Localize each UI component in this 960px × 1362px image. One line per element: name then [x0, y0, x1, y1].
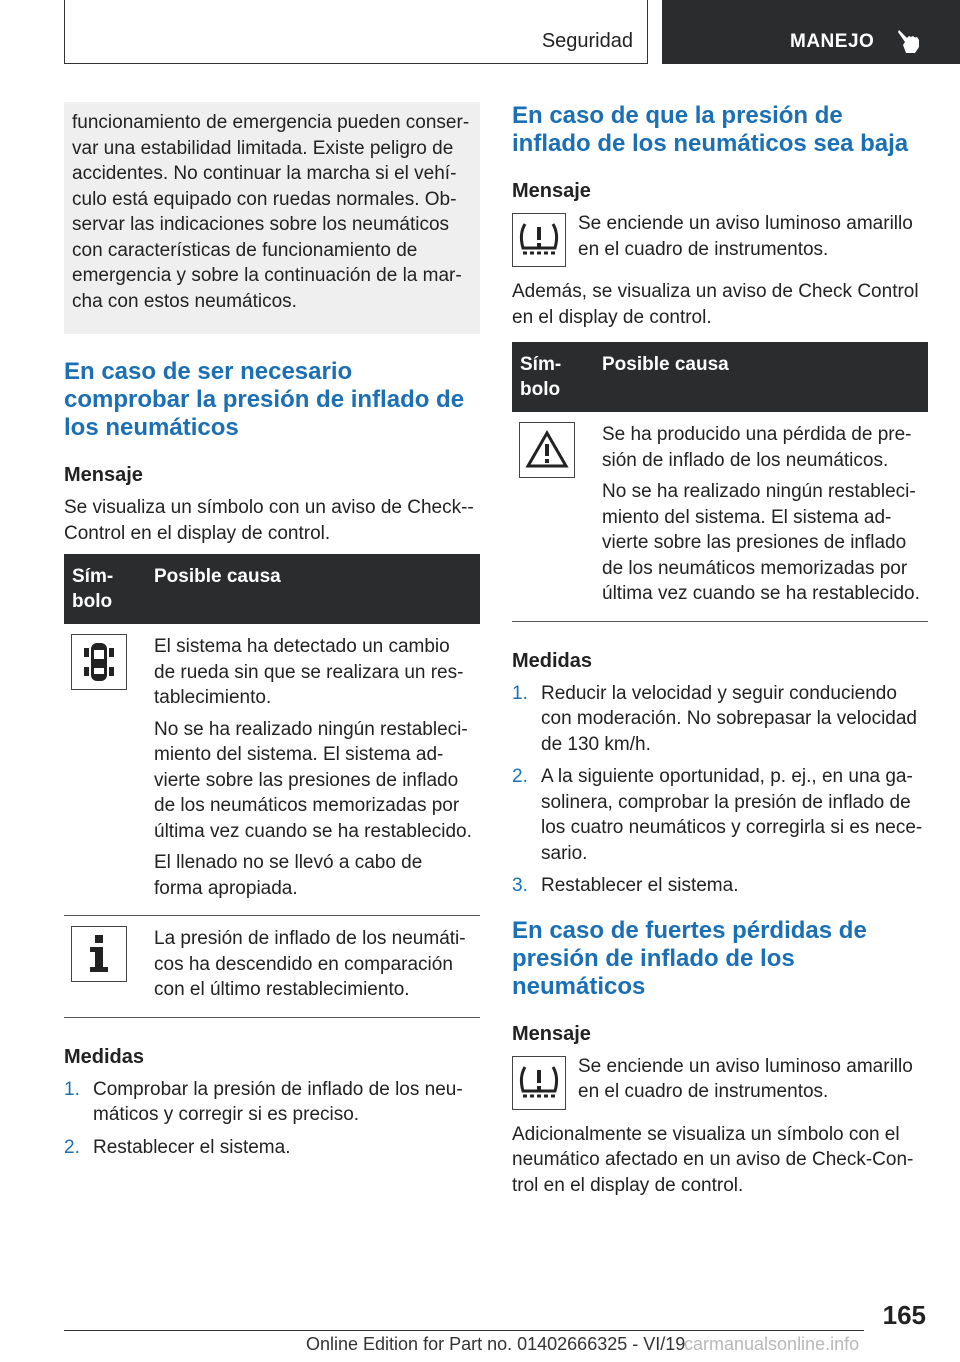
- header-chapter-box: [662, 0, 960, 64]
- steps-list: [64, 1077, 480, 1161]
- table-header-cause: Posible causa: [594, 342, 928, 412]
- paragraph: Además, se visualiza un aviso de Check Control en el display de control.: [512, 281, 919, 328]
- warning-note: funcionamiento de emergencia pueden conser-var una estabilidad limitada. Existe peligro de accidentes. No continuar la marcha si el vehí-culo está equipado con ruedas normales. Ob-servar las indicaciones sobre los neumáticos con características de funcionamiento de emergencia y sobre la continuación de la mar-cha con estos neumáticos.: [64, 102, 480, 334]
- tire-pressure-warning-icon: [512, 1056, 566, 1110]
- paragraph: Adicionalmente se visualiza un símbolo con el neumático afectado en un aviso de Check-Con-trol en el display de control.: [512, 1123, 914, 1196]
- header-section-box: [64, 0, 648, 64]
- table-row: [64, 916, 480, 1018]
- cause-text: El sistema ha detectado un cambio de rueda sin que se realizara un res-tablecimiento.: [154, 636, 464, 708]
- list-item: 2. Restablecer el sistema.: [64, 1136, 291, 1158]
- list-item: 1. Reducir la velocidad y seguir conduciendo con moderación. No sobrepasar la velocidad de 130 km/h.: [512, 682, 917, 755]
- message-text: Se enciende un aviso luminoso amarillo en el cuadro de instrumentos.: [578, 1055, 913, 1102]
- list-item: 2. A la siguiente oportunidad, p. ej., en una ga-solinera, comprobar la presión de inflado de los cuatro neumáticos y corregirla si es nece-sario.: [512, 766, 923, 864]
- list-item: 1. Comprobar la presión de inflado de los neu-máticos y corregir si es preciso.: [64, 1078, 463, 1125]
- message-row: [512, 1054, 928, 1110]
- cause-text: Se ha producido una pérdida de pre-sión de inflado de los neumáticos.: [602, 424, 912, 471]
- mensaje-label: Mensaje: [512, 180, 591, 202]
- info-icon: [71, 926, 127, 982]
- car-tire-icon: [71, 634, 127, 690]
- table-header-cause: Posible causa: [146, 554, 480, 624]
- cause-text: No se ha realizado ningún restableci-miento del sistema. El sistema ad-vierte sobre las presiones de inflado de los neumáticos memorizadas por última vez cuando se ha restablecido.: [602, 481, 920, 604]
- right-column: [512, 102, 928, 1206]
- page-number: 165: [882, 1300, 926, 1330]
- left-column: [64, 102, 480, 1172]
- section-heading: En caso de fuertes pérdidas de presión de inflado de los neumáticos: [512, 916, 867, 1000]
- message-row: [512, 211, 928, 267]
- symbol-cause-table: [64, 554, 480, 1018]
- watermark: carmanualsonline.info: [684, 1334, 860, 1354]
- cause-text: No se ha realizado ningún restableci-miento del sistema. El sistema ad-vierte sobre las presiones de inflado de los neumáticos memorizadas por última vez cuando se ha restablecido.: [154, 718, 472, 842]
- pointing-hand-icon: [896, 28, 920, 54]
- mensaje-text: Se visualiza un símbolo con un aviso de Check--Control en el display de control.: [64, 497, 474, 544]
- footer-divider: [64, 1330, 864, 1331]
- message-text: Se enciende un aviso luminoso amarillo en el cuadro de instrumentos.: [578, 213, 913, 260]
- medidas-label: Medidas: [64, 1045, 145, 1068]
- table-header-symbol: Sím-bolo: [512, 342, 594, 412]
- tire-pressure-warning-icon: [512, 213, 566, 267]
- table-header-symbol: Sím-bolo: [64, 554, 146, 624]
- cause-text: La presión de inflado de los neumáti-cos ha descendido en comparación con el último restablecimiento.: [154, 928, 466, 1000]
- steps-list: [512, 681, 928, 899]
- mensaje-label: Mensaje: [512, 1022, 591, 1045]
- mensaje-label: Mensaje: [64, 464, 143, 486]
- medidas-label: Medidas: [512, 649, 593, 672]
- symbol-cause-table: [512, 342, 928, 622]
- list-item: 3. Restablecer el sistema.: [512, 875, 739, 896]
- cause-text: El llenado no se llevó a cabo de forma apropiada.: [154, 852, 423, 899]
- table-row: [512, 412, 928, 621]
- footer-edition: Online Edition for Part no. 01402666325 - VI/19: [306, 1334, 686, 1354]
- section-heading: En caso de que la presión de inflado de los neumáticos sea baja: [512, 102, 909, 157]
- section-heading: En caso de ser necesario comprobar la presión de inflado de los neumáticos: [64, 358, 465, 441]
- table-row: [64, 624, 480, 916]
- section-title: Seguridad: [541, 30, 633, 52]
- warning-triangle-icon: [519, 422, 575, 478]
- chapter-title: MANEJO: [790, 31, 875, 52]
